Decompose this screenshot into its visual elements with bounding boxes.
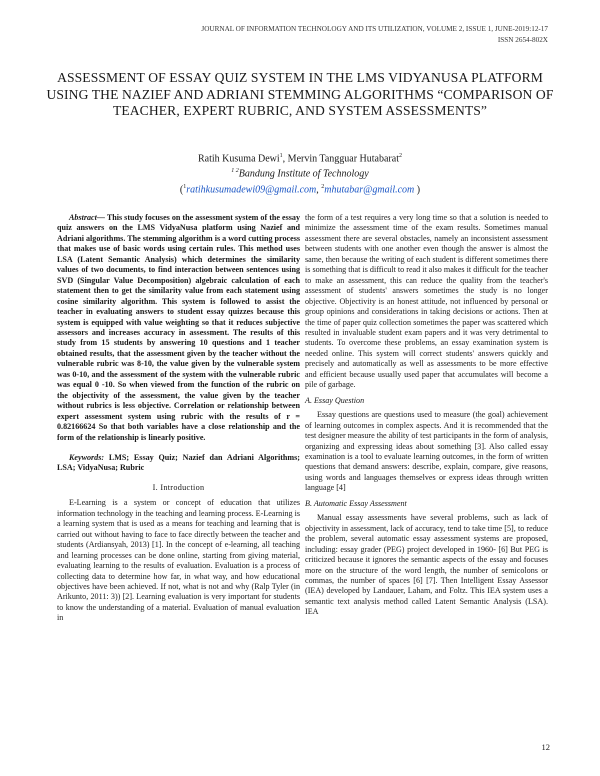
author-2-sup: 2 [398,153,402,159]
keywords-text: LMS; Essay Quiz; Nazief dan Adriani Algorithms; LSA; VidyaNusa; Rubric [57,452,300,473]
abstract-text: This study focuses on the assessment system of the essay quiz answers on the LMS VidyaNusa platform using Nazief and Adriani algorithms. The stemming algorithm is a word cutting process that makes use of basic words using certain rules. This method uses LSA (Latent Semantic Analysis) which determines the similarity values of two documents, to find interaction between sentences using SVD (Singular Value Decomposition) algebraic calculation of each statement then to get the similarity value from each statement using cosine similarity algorithm. This system is followed to assist the teacher in evaluating answers to student essay quizzes because this system is equipped with value weighting so that it reduces subjective assessors and increases accuracy in assessment. The results of this study from 15 students by answering 10 questions and 1 teacher obtained results, that the assessment given by the teacher without the vulnerable rubric was 8-10, the value given by the vulnerable system was 0-10, and the assessment of the system with the vulnerable rubric was equal 0 -10. So when viewed from the function of the rubric on the objectivity of the assessment, the value given by the teacher without rubrics is less objective. Correlation or relationship between expert assessment system using rubric with the results of r = 0.82166624 So that both variables have a close relationship and the form of the relationship is linearly positive. [57,213,300,442]
introduction-paragraph: E-Learning is a system or concept of education that utilizes information technology in the teaching and learning process. E-Learning is a learning system that is used as a means for teaching and learning that is carried out without having to face to face directly between the teacher and students (Ardiansyah, 2013) [1]. In the concept of e-learning, all teaching and learning processes can be done online, starting from giving material, evaluating learning to the results of evaluation. Evaluation is a process of collecting data to determine how far, in what way, and how educational objectives have been achieved. If not, what is not and why (Ralp Tyler (in Arikunto, 2011: 3)) [2]. Learning evaluation is very important for students to know the understanding of a material. Evaluation of manual evaluation in [57,498,300,623]
subsection-heading-essay-question: A. Essay Question [305,395,365,405]
intro-continuation-paragraph: the form of a test requires a very long time so that a solution is needed to minimize the assessment time of the exam results. Sometimes manual assessment there are several obstacles, namely an inconsistent assessment between students with one another even though the answer is almost the same, then because the writing of each student is different sometimes there is something that is difficult to read it also makes it difficult for the teacher to make an assessment, this can reduce the quality from the teacher's assessment of students' answers sometimes the study is no longer objective. Objectivity is an honest attitude, not influenced by personal or group opinions and considerations in taking decisions or actions. Then at the time of paper quiz collection sometimes the paper was scattered which resulted in invaluable student exam papers and it was very detrimental to students. To overcome these problems, an essay examination system is needed online. This system will correct students' answers quickly and precisely and automatically as well as assessments to be more effective and efficient because usually used paper that accumulates will become a pile of garbage. [305,213,548,390]
affiliation [40,165,560,180]
keywords [57,453,300,474]
keywords-label: Keywords: [69,452,105,462]
section-heading-introduction: I. Introduction [152,482,205,492]
paper-title: ASSESSMENT OF ESSAY QUIZ SYSTEM IN THE LMS VIDYANUSA PLATFORM USING THE NAZIEF AND ADRIANI STEMMING ALGORITHMS “COMPARISON OF TEACHER, EXPERT RUBRIC, AND SYSTEM ASSESSMENTS” [46,70,554,119]
journal-header [201,24,548,45]
page-number: 12 [541,742,550,752]
email-open: ( [179,183,184,195]
essay-question-paragraph: Essay questions are questions used to measure (the goal) achievement of learning outcomes in complex aspects. And it is recommended that the test designer measure the ability of test participants in the form of analysis, organizing and expressing ideas about something [3]. Also called essay examination is a tool to evaluate learning outcomes, in the form of written questions that demand answers: describe, explain, compare, give reasons, using words and languages themselves or express ideas through written language [4] [305,410,548,493]
email-2-sup: 2 [321,183,325,190]
emails [40,181,560,196]
affiliation-sup: 1 2 [231,168,239,175]
affiliation-name: Bandung Institute of Technology [238,168,369,180]
abstract [57,213,300,443]
author-1: Ratih Kusuma Dewi [198,153,280,165]
subsection-heading-automatic-essay: B. Automatic Essay Assessment [305,498,407,508]
automatic-essay-paragraph: Manual essay assessments have several problems, such as lack of objectivity in assessment, lack of accuracy, tend to take time [5], to reduce the problem, several automatic essay assessment systems are proposed, including: essay grader (PEG) project developed in 1960- [6] But PEG is criticized because it ignores the semantic aspects of the essay and focuses more on the structure of the word length, the number of semicolons or commas, the number of spaces [6] [7]. Then Intelligent Essay Assessor (IEA) developed by Landauer, Laham, and Foltz. This IEA system uses a semantic text analysis method called Latent Semantic Analysis (LSA). IEA [305,513,548,617]
email-close: ) [414,183,421,195]
author-2: Mervin Tangguar Hutabarat [287,153,399,165]
email-1-link[interactable]: ratihkusumadewi09@gmail.com [186,183,317,195]
email-2: mhutabar@gmail.com [324,183,415,195]
left-column [57,213,300,624]
abstract-label: Abstract— [69,213,105,222]
email-1-sup: 1 [183,183,187,190]
issn: ISSN 2654-802X [497,35,548,44]
author-block [40,150,560,196]
email-separator: , [316,183,322,195]
right-column [305,213,548,618]
journal-name: JOURNAL OF INFORMATION TECHNOLOGY AND ITS UTILIZATION, VOLUME 2, ISSUE 1, JUNE-2019:12-17 [201,25,548,33]
author-1-sup: 1 [279,153,283,159]
author-separator: , [282,153,288,165]
author-names [40,150,560,165]
